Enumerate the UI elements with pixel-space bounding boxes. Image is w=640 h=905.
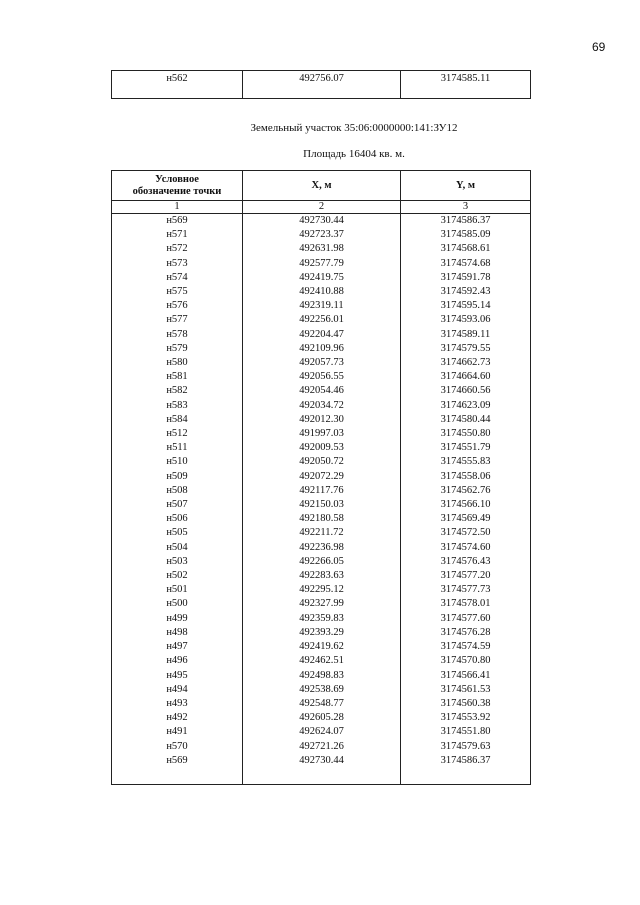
y-cell: 3174566.10 [401, 498, 531, 512]
point-cell: н562 [112, 71, 243, 99]
x-cell: 492012.30 [243, 413, 401, 427]
table-row [112, 370, 531, 384]
table-row [112, 640, 531, 654]
x-cell: 492538.69 [243, 683, 401, 697]
x-cell: 492050.72 [243, 455, 401, 469]
table-row [112, 612, 531, 626]
table-row [112, 697, 531, 711]
y-cell: 3174561.53 [401, 683, 531, 697]
point-cell: н510 [112, 455, 243, 469]
y-cell: 3174585.09 [401, 228, 531, 242]
table-row [112, 455, 531, 469]
point-cell: н498 [112, 626, 243, 640]
y-cell: 3174578.01 [401, 597, 531, 611]
x-cell: 492204.47 [243, 328, 401, 342]
column-number: 2 [243, 201, 401, 214]
x-cell: 492577.79 [243, 257, 401, 271]
y-cell: 3174591.78 [401, 271, 531, 285]
x-cell: 492721.26 [243, 740, 401, 754]
y-cell: 3174592.43 [401, 285, 531, 299]
point-cell: н509 [112, 470, 243, 484]
x-cell: 492605.28 [243, 711, 401, 725]
x-cell: 492056.55 [243, 370, 401, 384]
column-number: 3 [401, 201, 531, 214]
table-row [112, 328, 531, 342]
y-cell: 3174560.38 [401, 697, 531, 711]
x-cell: 491997.03 [243, 427, 401, 441]
y-cell: 3174576.43 [401, 555, 531, 569]
table-row [112, 754, 531, 768]
point-cell: н511 [112, 441, 243, 455]
parcel-area: Площадь 16404 кв. м. [303, 148, 405, 160]
y-cell: 3174569.49 [401, 512, 531, 526]
x-cell: 492419.75 [243, 271, 401, 285]
point-cell: н494 [112, 683, 243, 697]
table-row [112, 654, 531, 668]
y-cell: 3174570.80 [401, 654, 531, 668]
table-row [112, 498, 531, 512]
x-cell: 492150.03 [243, 498, 401, 512]
x-cell: 492624.07 [243, 725, 401, 739]
x-cell: 492730.44 [243, 214, 401, 229]
y-cell: 3174558.06 [401, 470, 531, 484]
point-cell: н579 [112, 342, 243, 356]
x-cell: 492730.44 [243, 754, 401, 768]
point-cell: н576 [112, 299, 243, 313]
table-row [112, 427, 531, 441]
point-cell: н507 [112, 498, 243, 512]
header-row [112, 171, 531, 201]
x-cell: 492410.88 [243, 285, 401, 299]
y-cell: 3174576.28 [401, 626, 531, 640]
point-cell: н584 [112, 413, 243, 427]
x-cell: 492319.11 [243, 299, 401, 313]
y-cell: 3174580.44 [401, 413, 531, 427]
x-cell: 492211.72 [243, 526, 401, 540]
y-cell: 3174595.14 [401, 299, 531, 313]
x-cell: 492283.63 [243, 569, 401, 583]
y-cell: 3174577.20 [401, 569, 531, 583]
table-row [112, 342, 531, 356]
table-row [112, 285, 531, 299]
y-cell: 3174553.92 [401, 711, 531, 725]
header-point-line1: Условное [155, 173, 199, 185]
x-cell: 492756.07 [243, 71, 401, 99]
point-cell: н499 [112, 612, 243, 626]
x-cell: 492327.99 [243, 597, 401, 611]
x-cell: 492009.53 [243, 441, 401, 455]
y-cell: 3174577.73 [401, 583, 531, 597]
point-cell: н503 [112, 555, 243, 569]
y-cell: 3174579.55 [401, 342, 531, 356]
table-row [112, 597, 531, 611]
point-cell: н505 [112, 526, 243, 540]
point-cell: н493 [112, 697, 243, 711]
point-cell: н583 [112, 399, 243, 413]
table-row [112, 583, 531, 597]
y-cell: 3174664.60 [401, 370, 531, 384]
x-cell: 492462.51 [243, 654, 401, 668]
x-cell: 492631.98 [243, 242, 401, 256]
empty-cell [401, 768, 531, 785]
header-point [112, 171, 243, 201]
x-cell: 492236.98 [243, 541, 401, 555]
point-cell: н501 [112, 583, 243, 597]
point-cell: н580 [112, 356, 243, 370]
y-cell: 3174551.79 [401, 441, 531, 455]
point-cell: н571 [112, 228, 243, 242]
table-row [112, 313, 531, 327]
table-bottom-spacer [112, 768, 531, 785]
table-row [112, 242, 531, 256]
table-row [112, 271, 531, 285]
y-cell: 3174550.80 [401, 427, 531, 441]
y-cell: 3174572.50 [401, 526, 531, 540]
point-cell: н573 [112, 257, 243, 271]
x-cell: 492419.62 [243, 640, 401, 654]
x-cell: 492117.76 [243, 484, 401, 498]
point-cell: н508 [112, 484, 243, 498]
table-row [112, 413, 531, 427]
x-cell: 492256.01 [243, 313, 401, 327]
y-cell: 3174593.06 [401, 313, 531, 327]
point-cell: н497 [112, 640, 243, 654]
table-row [112, 257, 531, 271]
y-cell: 3174579.63 [401, 740, 531, 754]
table-row [112, 555, 531, 569]
table-row [112, 683, 531, 697]
x-cell: 492295.12 [243, 583, 401, 597]
table-row [112, 71, 531, 99]
column-number: 1 [112, 201, 243, 214]
previous-table-tail [111, 70, 531, 99]
x-cell: 492057.73 [243, 356, 401, 370]
empty-cell [112, 768, 243, 785]
empty-cell [243, 768, 401, 785]
y-cell: 3174586.37 [401, 754, 531, 768]
point-cell: н574 [112, 271, 243, 285]
table-row [112, 228, 531, 242]
point-cell: н496 [112, 654, 243, 668]
point-cell: н572 [112, 242, 243, 256]
point-cell: н569 [112, 214, 243, 229]
point-cell: н491 [112, 725, 243, 739]
y-cell: 3174562.76 [401, 484, 531, 498]
y-cell: 3174566.41 [401, 669, 531, 683]
coordinates-table [111, 170, 531, 785]
point-cell: н578 [112, 328, 243, 342]
point-cell: н577 [112, 313, 243, 327]
y-cell: 3174568.61 [401, 242, 531, 256]
table-row [112, 384, 531, 398]
parcel-title: Земельный участок 35:06:0000000:141:ЗУ12 [250, 122, 458, 134]
header-x: X, м [243, 171, 401, 201]
point-cell: н512 [112, 427, 243, 441]
table-row [112, 541, 531, 555]
point-cell: н569 [112, 754, 243, 768]
point-cell: н581 [112, 370, 243, 384]
header-y: Y, м [401, 171, 531, 201]
point-cell: н582 [112, 384, 243, 398]
x-cell: 492054.46 [243, 384, 401, 398]
table-row [112, 526, 531, 540]
y-cell: 3174660.56 [401, 384, 531, 398]
x-cell: 492393.29 [243, 626, 401, 640]
page-number: 69 [592, 40, 606, 54]
x-cell: 492498.83 [243, 669, 401, 683]
point-cell: н500 [112, 597, 243, 611]
point-cell: н506 [112, 512, 243, 526]
y-cell: 3174585.11 [401, 71, 531, 99]
point-cell: н570 [112, 740, 243, 754]
y-cell: 3174577.60 [401, 612, 531, 626]
table-row [112, 299, 531, 313]
table-row [112, 740, 531, 754]
table-row [112, 356, 531, 370]
table-row [112, 626, 531, 640]
point-cell: н502 [112, 569, 243, 583]
point-cell: н504 [112, 541, 243, 555]
x-cell: 492359.83 [243, 612, 401, 626]
y-cell: 3174574.60 [401, 541, 531, 555]
x-cell: 492548.77 [243, 697, 401, 711]
y-cell: 3174662.73 [401, 356, 531, 370]
y-cell: 3174574.59 [401, 640, 531, 654]
table-row [112, 569, 531, 583]
table-row [112, 470, 531, 484]
header-point-line2: обозначение точки [132, 185, 222, 197]
table-row [112, 399, 531, 413]
table-row [112, 711, 531, 725]
y-cell: 3174574.68 [401, 257, 531, 271]
x-cell: 492034.72 [243, 399, 401, 413]
table-row [112, 669, 531, 683]
y-cell: 3174586.37 [401, 214, 531, 229]
x-cell: 492109.96 [243, 342, 401, 356]
column-number-row [112, 201, 531, 214]
table-row [112, 441, 531, 455]
table-row [112, 725, 531, 739]
table-row [112, 484, 531, 498]
y-cell: 3174555.83 [401, 455, 531, 469]
point-cell: н495 [112, 669, 243, 683]
y-cell: 3174589.11 [401, 328, 531, 342]
y-cell: 3174623.09 [401, 399, 531, 413]
point-cell: н492 [112, 711, 243, 725]
x-cell: 492266.05 [243, 555, 401, 569]
x-cell: 492180.58 [243, 512, 401, 526]
table-row [112, 214, 531, 229]
x-cell: 492723.37 [243, 228, 401, 242]
y-cell: 3174551.80 [401, 725, 531, 739]
table-row [112, 512, 531, 526]
x-cell: 492072.29 [243, 470, 401, 484]
point-cell: н575 [112, 285, 243, 299]
